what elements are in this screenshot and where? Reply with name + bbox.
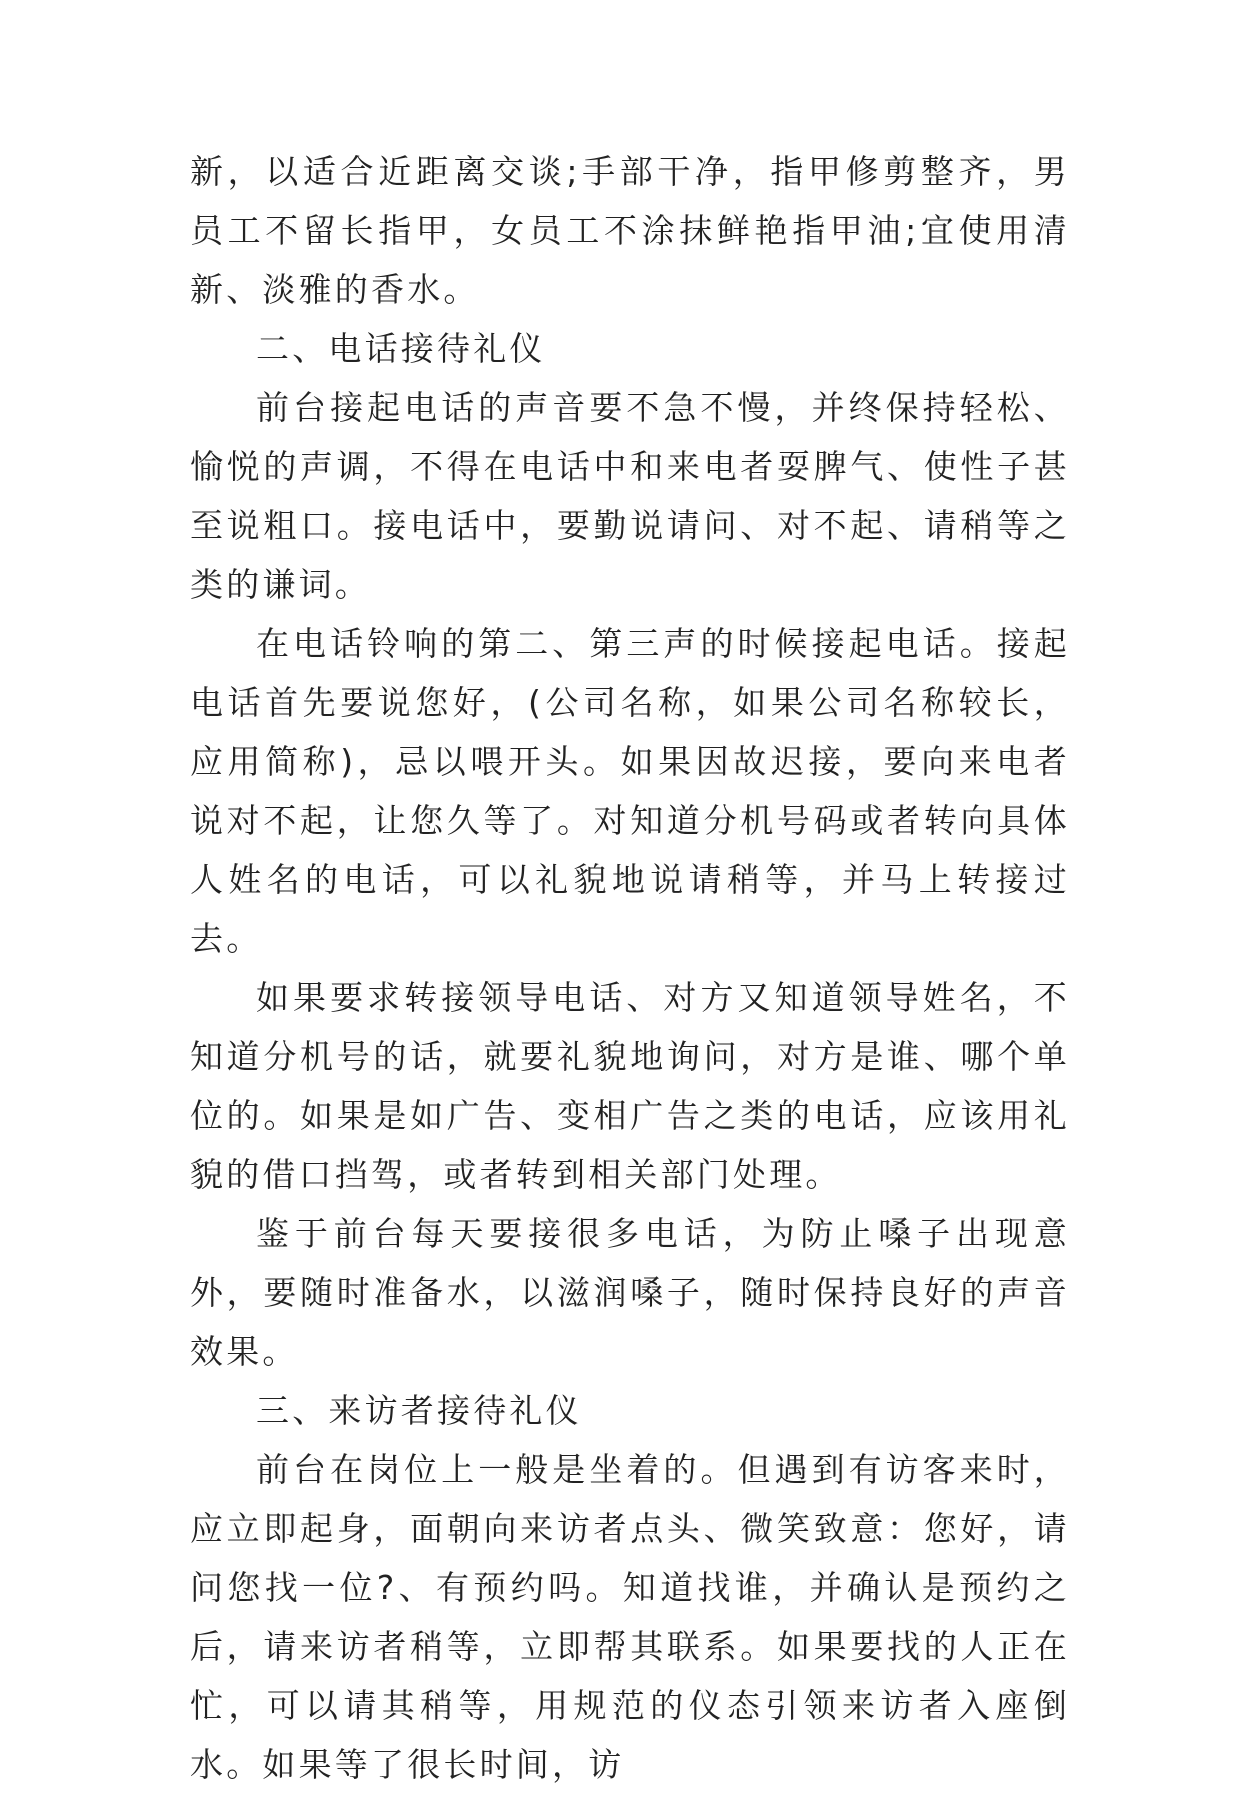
paragraph-phone-voice: 前台接起电话的声音要不急不慢，并终保持轻松、愉悦的声调，不得在电话中和来电者耍脾气、使性子甚至说粗口。接电话中，要勤说请问、对不起、请稍等之类的谦词。	[190, 388, 1070, 604]
paragraph-visitor-reception: 前台在岗位上一般是坐着的。但遇到有访客来时，应立即起身，面朝向来访者点头、微笑致意：您好，请问您找一位?、有预约吗。知道找谁，并确认是预约之后，请来访者稍等，立即帮其联系。如果要找的人正在忙，可以请其稍等，用规范的仪态引领来访者入座倒水。如果等了很长时间，访	[190, 1450, 1070, 1784]
paragraph-phone-transfer: 如果要求转接领导电话、对方又知道领导姓名，不知道分机号的话，就要礼貌地询问，对方是谁、哪个单位的。如果是如广告、变相广告之类的电话，应该用礼貌的借口挡驾，或者转到相关部门处理。	[190, 978, 1070, 1194]
section-heading-visitor-etiquette: 三、来访者接待礼仪	[256, 1391, 582, 1430]
paragraph-phone-answering: 在电话铃响的第二、第三声的时候接起电话。接起电话首先要说您好，(公司名称，如果公司名称较长，应用简称)，忌以喂开头。如果因故迟接，要向来电者说对不起，让您久等了。对知道分机号码或者转向具体人姓名的电话，可以礼貌地说请稍等，并马上转接过去。	[190, 624, 1070, 958]
section-heading-phone-etiquette: 二、电话接待礼仪	[256, 329, 546, 368]
document-body	[190, 142, 1070, 1794]
paragraph-grooming-continued: 新，以适合近距离交谈;手部干净，指甲修剪整齐，男员工不留长指甲，女员工不涂抹鲜艳指甲油;宜使用清新、淡雅的香水。	[190, 152, 1070, 309]
paragraph-phone-voice-care: 鉴于前台每天要接很多电话，为防止嗓子出现意外，要随时准备水，以滋润嗓子，随时保持良好的声音效果。	[190, 1214, 1070, 1371]
